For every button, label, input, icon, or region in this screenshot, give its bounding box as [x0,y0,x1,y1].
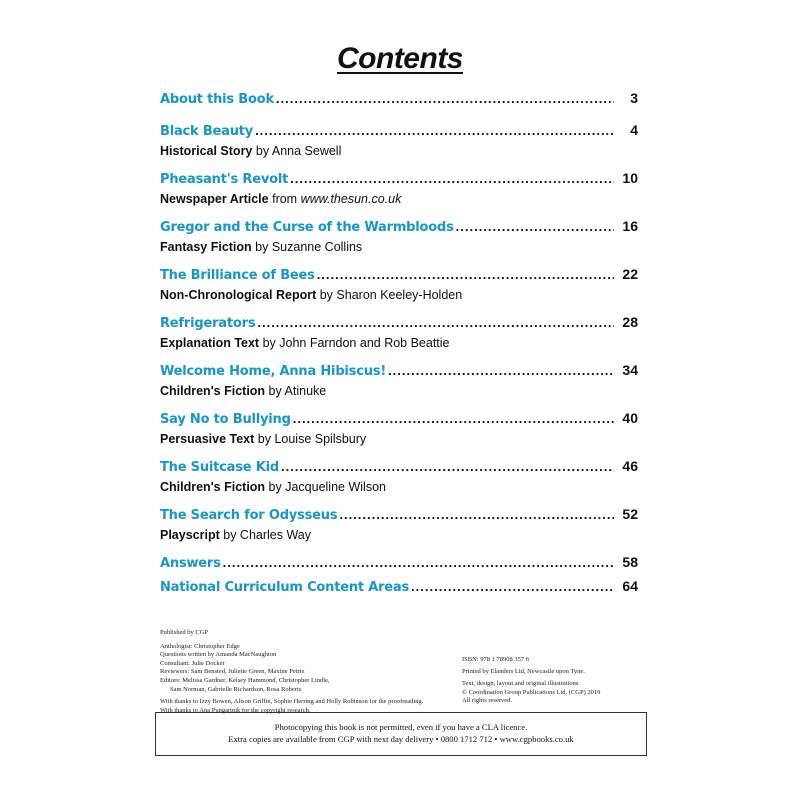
entry-title: Answers [160,556,221,571]
entry-title: Gregor and the Curse of the Warmbloods [160,220,454,235]
leader-dots [388,363,614,378]
leader-dots [290,171,614,186]
entry-title: About this Book [160,92,274,107]
isbn: ISBN: 978 1 78908 357 6 [462,656,529,663]
leader-dots [339,507,614,522]
photocopy-notice [155,712,647,756]
credits-left [160,629,423,715]
contents-entry[interactable] [160,218,638,256]
printer: Printed by Elanders Ltd, Newcastle upon Tyne. [462,667,585,675]
entry-page: 22 [622,266,638,282]
credit-line: Anthologist: Christopher Edge [160,642,240,650]
contents-entry[interactable] [160,458,638,496]
entry-author: by Sharon Keeley-Holden [319,288,463,302]
entry-page: 64 [622,578,638,594]
entry-page: 58 [622,554,638,570]
credits-right [462,656,600,706]
leader-dots [276,91,614,106]
entry-genre: Non-Chronological Report [160,288,317,302]
leader-dots [317,267,614,282]
credit-line: Editors: Melissa Gardner, Kelsey Hammond, Christopher Lindle, [160,676,330,684]
entry-genre: Historical Story [160,144,253,158]
entry-author: by Atinuke [268,384,327,398]
entry-genre: Persuasive Text [160,432,255,446]
credit-line: With thanks to Ana Pungartnik for the copyright research. [160,706,311,714]
contents-entry[interactable] [160,266,638,304]
entry-author: by John Farndon and Rob Beattie [262,336,450,350]
leader-dots [456,219,614,234]
copyright-line: Text, design, layout and original illustrations [462,680,579,688]
entry-page: 40 [622,410,638,426]
leader-dots [223,555,614,570]
entry-genre: Explanation Text [160,336,260,350]
credit-line: Questions written by Amanda MacNaughton [160,651,277,659]
credit-line: Reviewers: Sam Bensted, Juliette Green, Maxine Petrie [160,668,305,676]
contents-entry[interactable] [160,90,638,110]
credit-line: With thanks to Izzy Bowen, Alison Griffin, Sophie Herring and Holly Robinson for the proofreading. [160,698,424,706]
contents-entry[interactable] [160,122,638,160]
contents-entry[interactable] [160,410,638,448]
entry-page: 46 [622,458,638,474]
entry-title: The Suitcase Kid [160,460,279,475]
entry-title: National Curriculum Content Areas [160,580,410,595]
credit-line: Published by CGP [160,629,209,636]
entry-genre: Fantasy Fiction [160,240,252,254]
entry-author: by Charles Way [223,528,312,542]
entry-author: by Jacqueline Wilson [268,480,386,494]
entry-title: The Brilliance of Bees [160,268,315,283]
leader-dots [257,315,614,330]
contents-entry[interactable] [160,170,638,208]
entry-page: 3 [630,90,638,106]
entry-author: from [272,192,298,206]
entry-title: Refrigerators [160,316,256,331]
entry-title: Pheasant's Revolt [160,172,289,187]
rights-reserved: All rights reserved. [462,697,513,705]
entry-page: 10 [622,170,638,186]
entry-genre: Children's Fiction [160,480,266,494]
notice-line: Photocopying this book is not permitted, even if you have a CLA licence. [274,722,528,732]
entry-page: 34 [622,362,638,378]
entry-page: 4 [630,122,638,138]
entry-page: 52 [622,506,638,522]
contents-entry[interactable] [160,314,638,352]
credit-line: Consultant: Julie Docker [160,659,225,667]
entry-page: 28 [622,314,638,330]
entry-title: Welcome Home, Anna Hibiscus! [160,364,387,379]
entry-page: 16 [622,218,638,234]
leader-dots [411,579,614,594]
leader-dots [293,411,614,426]
entry-author: by Suzanne Collins [255,240,363,254]
entry-title: Say No to Bullying [160,412,291,427]
entry-title: Black Beauty [160,124,254,139]
contents-entry[interactable] [160,578,638,598]
leader-dots [281,459,614,474]
entry-genre: Children's Fiction [160,384,266,398]
entry-genre: Newspaper Article [160,192,269,206]
copyright-line: © Coordination Group Publications Ltd. (CGP) 2019 [462,688,601,696]
notice-line: Extra copies are available from CGP with next day delivery • 0800 1712 712 • www.cgpbooks.co.uk [228,734,574,744]
contents-entry[interactable] [160,506,638,544]
contents-entry[interactable] [160,362,638,400]
contents-entry[interactable] [160,554,638,574]
entry-author: by Anna Sewell [255,144,342,158]
leader-dots [255,123,614,138]
page-title: Contents [337,42,463,75]
entry-genre: Playscript [160,528,220,542]
entry-title: The Search for Odysseus [160,508,338,523]
entry-website: www.thesun.co.uk [300,192,402,206]
credit-line: Sam Norman, Gabrielle Richardson, Rosa Roberts [170,685,302,693]
entry-author: by Louise Spilsbury [257,432,367,446]
